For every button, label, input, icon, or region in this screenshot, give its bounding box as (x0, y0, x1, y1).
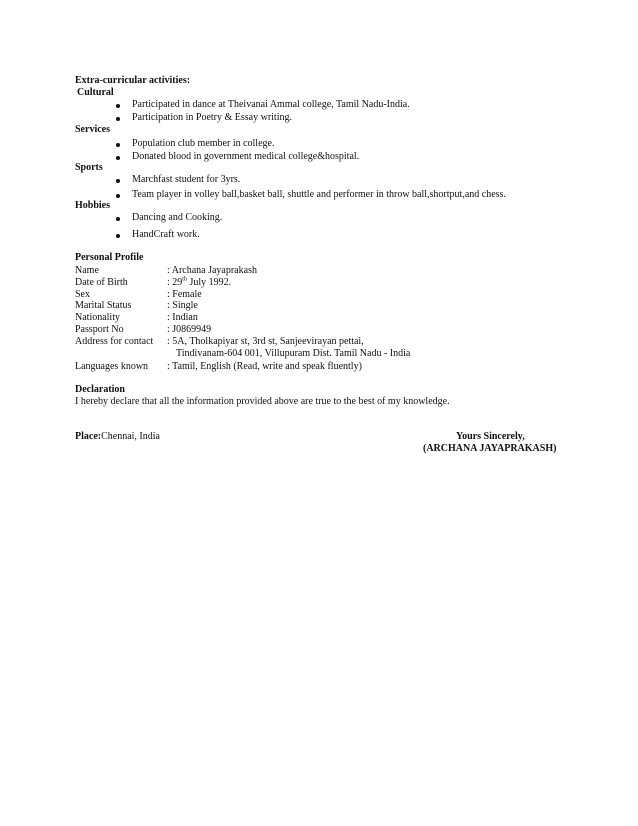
personal-profile-heading: Personal Profile (75, 252, 144, 263)
bullet-icon (116, 217, 120, 221)
profile-value: Tindivanam-604 001, Villupuram Dist. Tamil Nadu - India (176, 348, 411, 359)
profile-value: : Indian (167, 312, 198, 323)
list-item: Donated blood in government medical college&hospital. (132, 151, 360, 162)
cultural-heading: Cultural (77, 87, 114, 98)
list-item: Team player in volley ball,basket ball, shuttle and performer in throw ball,shortput,and chess. (132, 189, 506, 200)
profile-value: : 29th July 1992. (167, 276, 232, 288)
profile-value: : J0869949 (167, 324, 212, 335)
list-item: Dancing and Cooking. (132, 212, 223, 223)
profile-label: Passport No (75, 324, 124, 335)
bullet-icon (116, 117, 120, 121)
profile-label: Address for contact (75, 336, 154, 347)
hobbies-heading: Hobbies (75, 200, 111, 211)
bullet-icon (116, 143, 120, 147)
declaration-text: I hereby declare that all the information provided above are true to the best of my knowledge. (75, 396, 450, 407)
profile-value: : Tamil, English (Read, write and speak fluently) (167, 361, 362, 372)
profile-label: Languages known (75, 361, 149, 372)
extracurricular-heading: Extra-curricular activities: (75, 75, 191, 86)
signature-name: (ARCHANA JAYAPRAKASH) (423, 443, 557, 454)
bullet-icon (116, 104, 120, 108)
list-item: HandCraft work. (132, 229, 200, 240)
profile-label: Sex (75, 289, 90, 300)
closing-text: Yours Sincerely, (456, 431, 525, 442)
profile-label: Name (75, 265, 99, 276)
declaration-heading: Declaration (75, 384, 125, 395)
bullet-icon (116, 156, 120, 160)
place-line (75, 431, 160, 443)
profile-value: : Single (167, 300, 198, 311)
profile-value: : Female (167, 289, 202, 300)
profile-value: : Archana Jayaprakash (167, 265, 257, 276)
profile-label: Date of Birth (75, 277, 128, 288)
place-label: Place: (75, 431, 102, 442)
sports-heading: Sports (75, 162, 103, 173)
bullet-icon (116, 194, 120, 198)
bullet-icon (116, 179, 120, 183)
profile-label: Nationality (75, 312, 120, 323)
services-heading: Services (75, 124, 110, 135)
list-item: Population club member in college. (132, 138, 275, 149)
list-item: Marchfast student for 3yrs. (132, 174, 241, 185)
bullet-icon (116, 234, 120, 238)
profile-value: : 5A, Tholkapiyar st, 3rd st, Sanjeevirayan pettai, (167, 336, 364, 347)
profile-label: Marital Status (75, 300, 132, 311)
place-value: Chennai, India (101, 431, 160, 442)
list-item: Participation in Poetry & Essay writing. (132, 112, 292, 123)
list-item: Participated in dance at Theivanai Ammal college, Tamil Nadu-India. (132, 99, 410, 110)
